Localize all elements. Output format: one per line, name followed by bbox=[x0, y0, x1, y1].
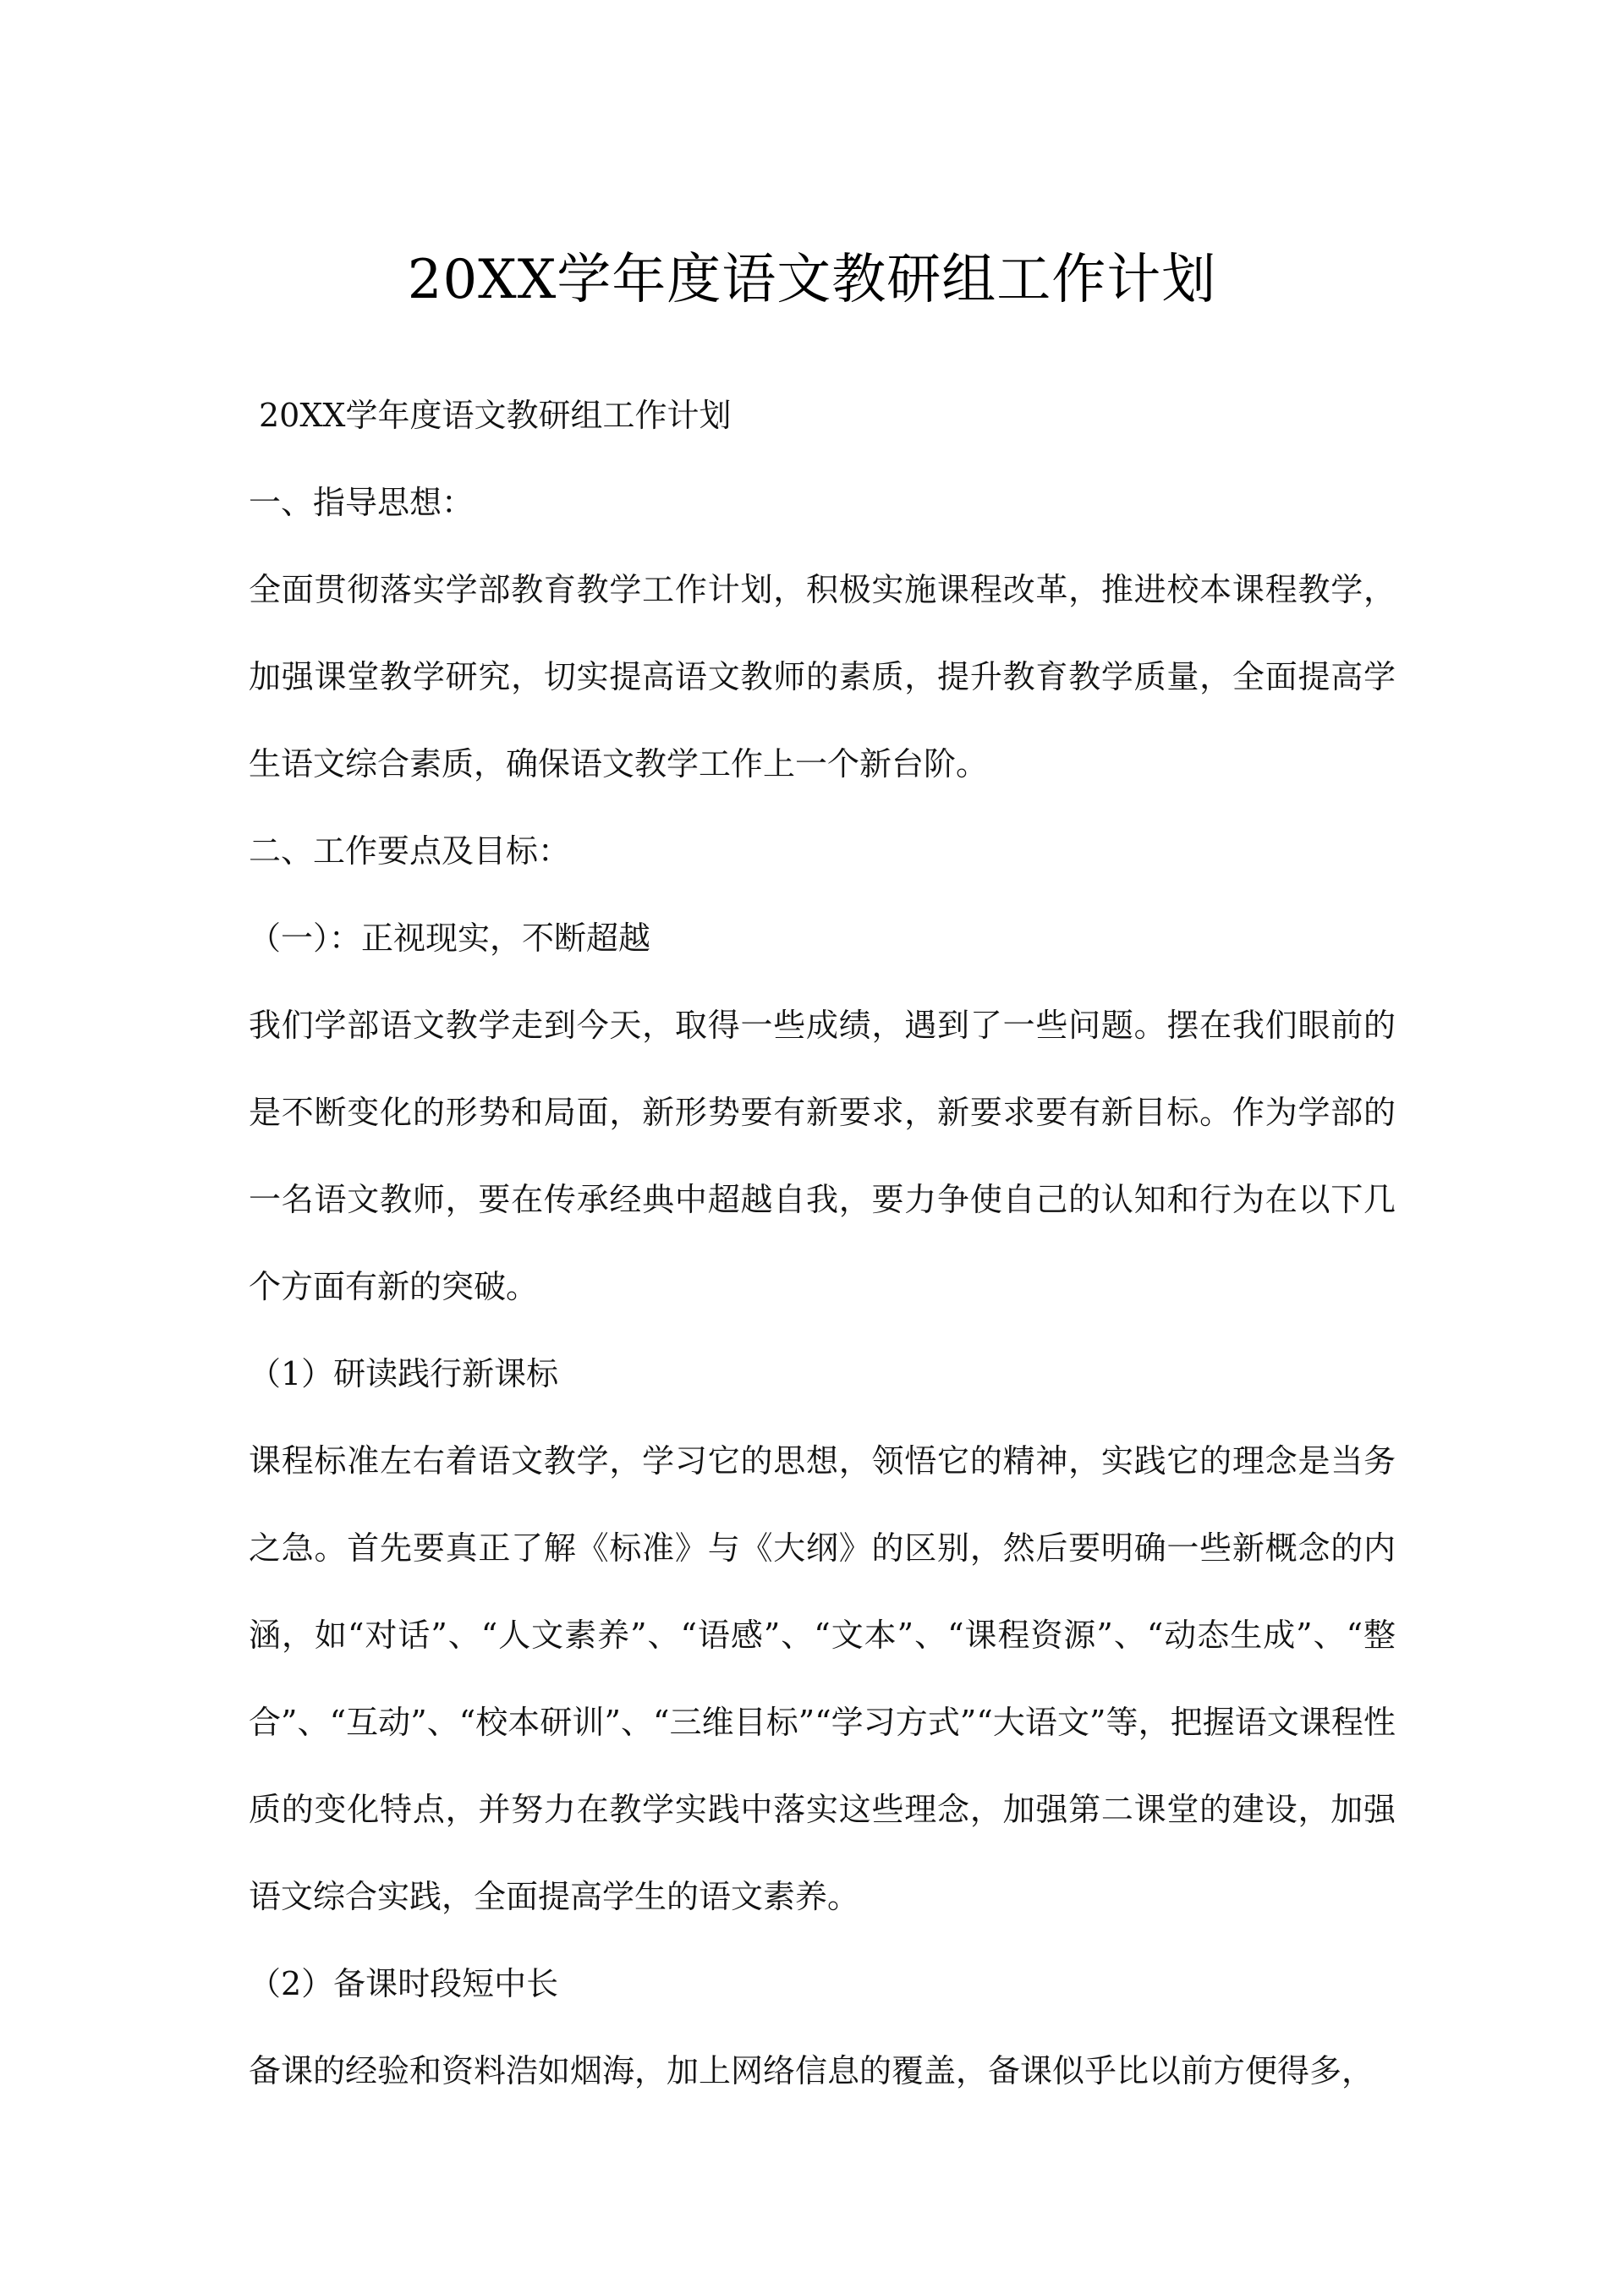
section-heading-guiding-thought: 一、指导思想： bbox=[249, 484, 475, 521]
item-heading-1: （1）研读践行新课标 bbox=[249, 1355, 559, 1392]
paragraph-lesson-prep: 备课的经验和资料浩如烟海，加上网络信息的覆盖，备课似乎比以前方便得多， bbox=[249, 2052, 1374, 2089]
paragraph-face-reality: 我们学部语文教学走到今天，取得一些成绩，遇到了一些问题。摆在我们眼前的是不断变化的形势和局面，新形势要有新要求，新要求要有新目标。作为学部的一名语文教师，要在传承经典中超越自我，要力争使自己的认知和行为在以下几个方面有新的突破。 bbox=[249, 1007, 1396, 1305]
section-heading-work-points: 二、工作要点及目标： bbox=[249, 832, 571, 870]
document-subtitle: 20XX学年度语文教研组工作计划 bbox=[259, 397, 732, 434]
document-body bbox=[249, 372, 1396, 2115]
document-title: 20XX学年度语文教研组工作计划 bbox=[407, 248, 1217, 311]
subsection-heading-1: （一）：正视现实，不断超越 bbox=[249, 920, 651, 957]
item-heading-2: （2）备课时段短中长 bbox=[249, 1965, 559, 2002]
paragraph-curriculum-standard: 课程标准左右着语文教学，学习它的思想，领悟它的精神，实践它的理念是当务之急。首先要真正了解《标准》与《大纲》的区别，然后要明确一些新概念的内涵，如“对话”、“人文素养”、“语感”、“文本”、“课程资源”、“动态生成”、“整合”、“互动”、“校本研训”、“三维目标”“学习方式”“大语文”等，把握语文课程性质的变化特点，并努力在教学实践中落实这些理念，加强第二课堂的建设，加强语文综合实践，全面提高学生的语文素养。 bbox=[249, 1442, 1396, 1915]
paragraph-guiding-thought: 全面贯彻落实学部教育教学工作计划，积极实施课程改革，推进校本课程教学，加强课堂教学研究，切实提高语文教师的素质，提升教育教学质量，全面提高学生语文综合素质，确保语文教学工作上一个新台阶。 bbox=[249, 571, 1396, 782]
